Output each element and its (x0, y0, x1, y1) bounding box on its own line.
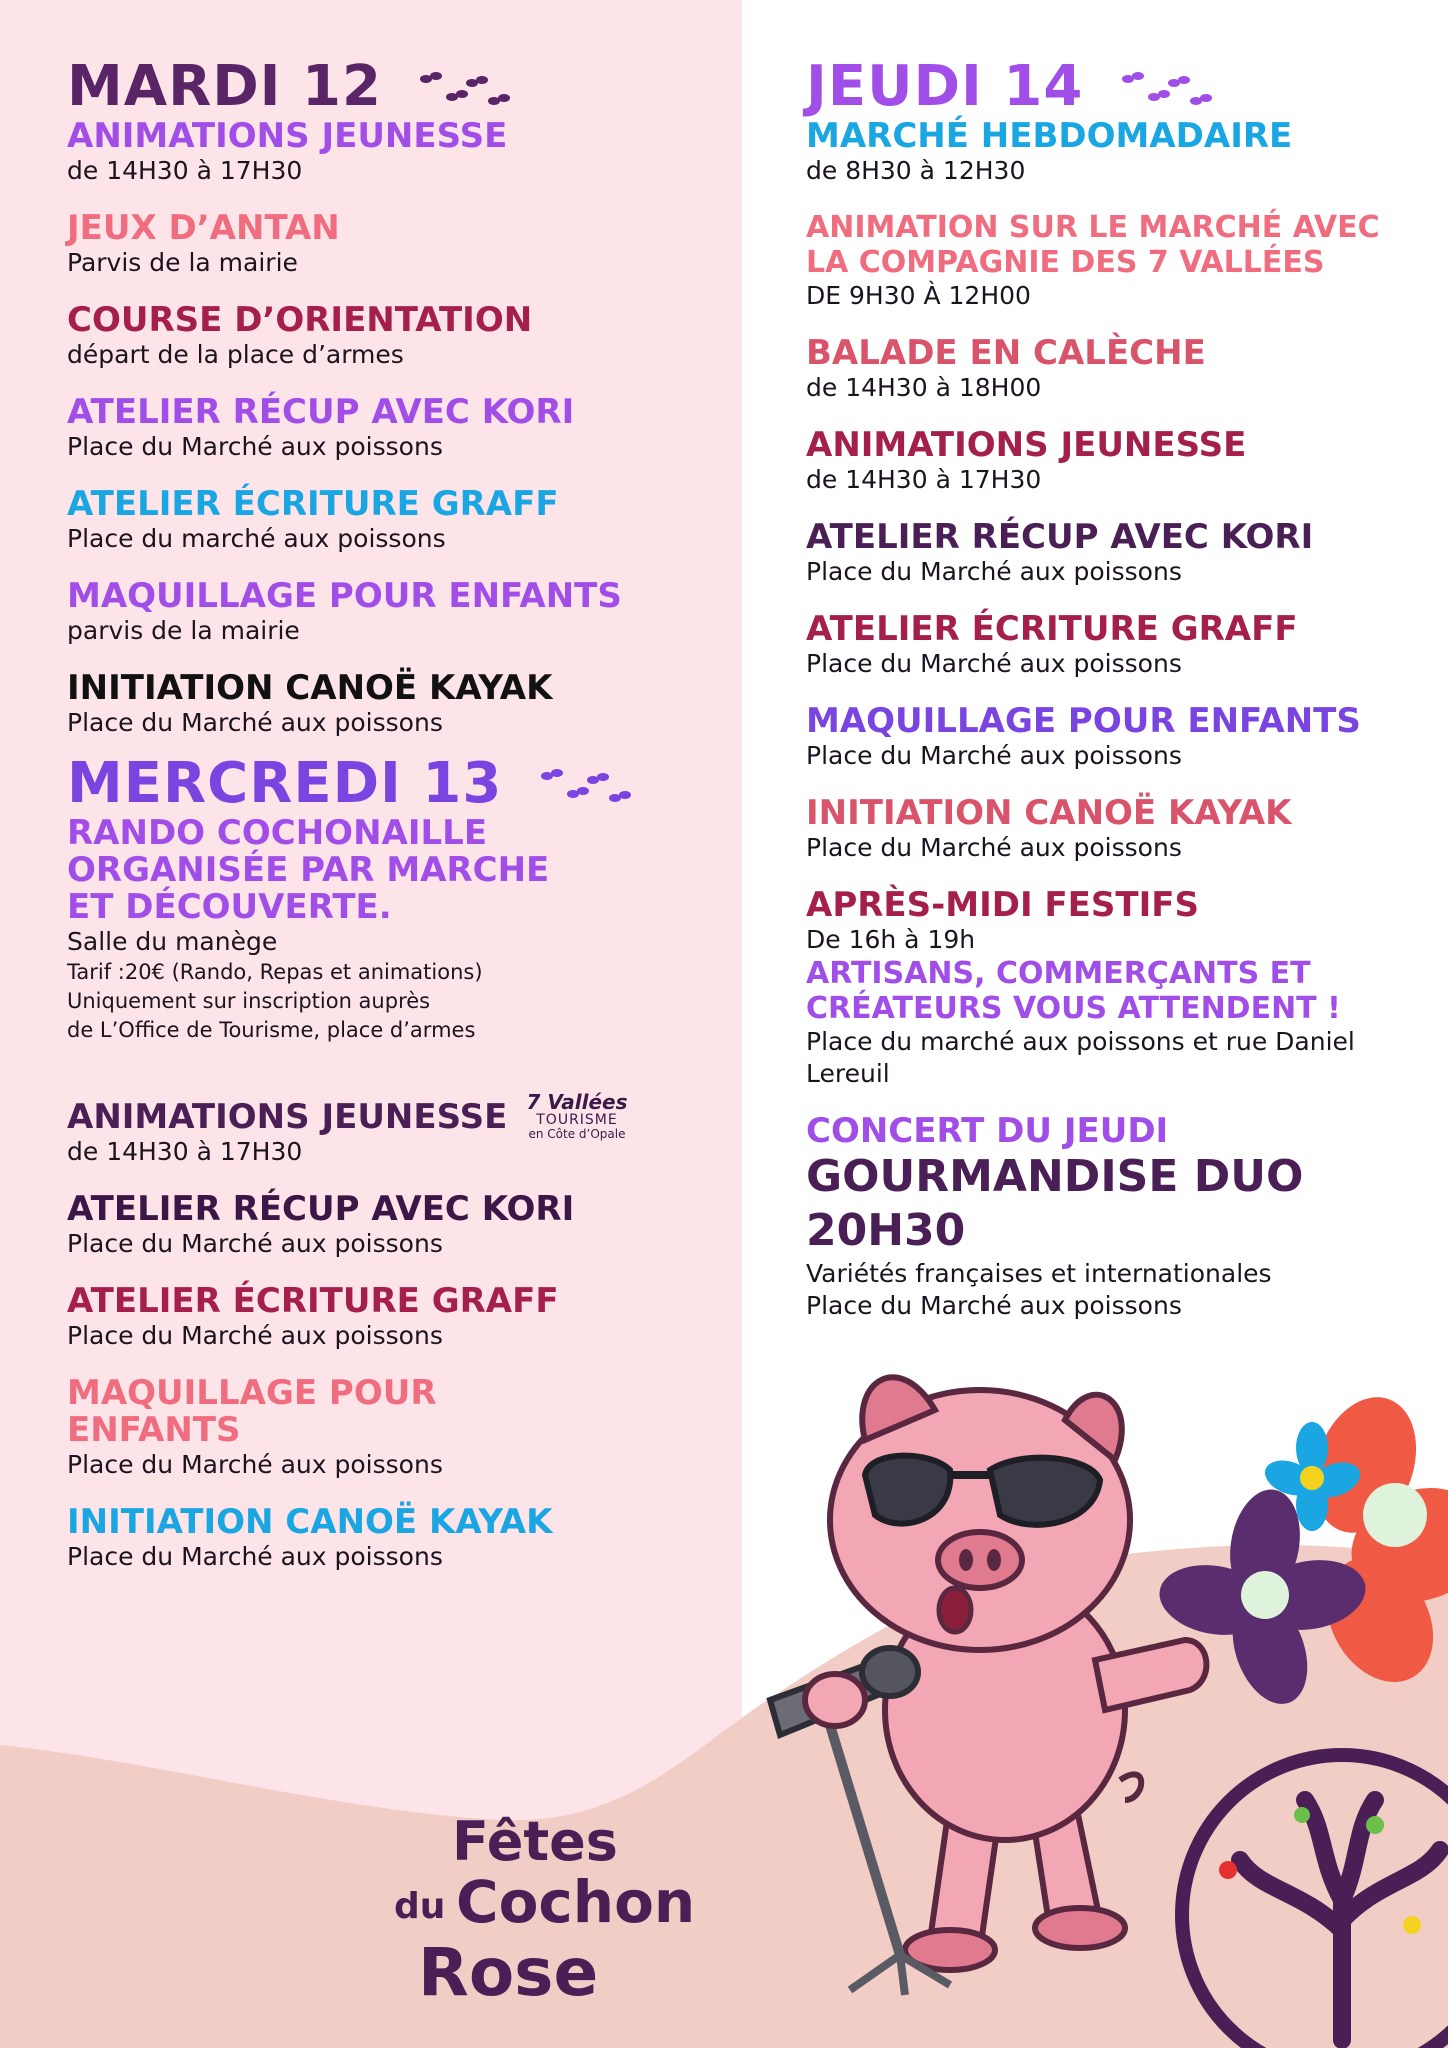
event-detail: Place du Marché aux poissons (67, 708, 443, 737)
event-detail: Parvis de la mairie (67, 248, 298, 277)
event-title-line: LA COMPAGNIE DES 7 VALLÉES (806, 245, 1325, 280)
event-detail: de 14H30 à 17H30 (67, 1137, 303, 1166)
event-title: ATELIER ÉCRITURE GRAFF (67, 1281, 559, 1321)
day-title-mercredi: MERCREDI 13 (67, 753, 727, 815)
event-detail: Place du Marché aux poissons (806, 741, 1182, 770)
event-detail: de 8H30 à 12H30 (806, 156, 1026, 185)
logo-word: Cochon (456, 1868, 696, 1936)
event-title-line: ENFANTS (67, 1410, 241, 1450)
event-detail: de 14H30 à 18H00 (806, 373, 1042, 402)
event-title-line: ANIMATION SUR LE MARCHÉ AVEC (806, 210, 1380, 245)
event-detail: Place du Marché aux poissons (806, 649, 1182, 678)
event-title: ANIMATIONS JEUNESSE (806, 425, 1247, 465)
event-title: ANIMATIONS JEUNESSE (67, 1097, 508, 1137)
logo-word: Rose (418, 1934, 599, 2011)
event-title-line: ARTISANS, COMMERÇANTS ET (806, 956, 1311, 991)
event-info-line: Uniquement sur inscription auprès (67, 989, 431, 1013)
event-title-line: CRÉATEURS VOUS ATTENDENT ! (806, 991, 1341, 1026)
concert-time: 20H30 (806, 1205, 966, 1256)
event-info-line: Tarif :20€ (Rando, Repas et animations) (67, 960, 483, 984)
concert-band: GOURMANDISE DUO (806, 1151, 1304, 1202)
event-detail: parvis de la mairie (67, 616, 300, 645)
event-detail: De 16h à 19h (806, 925, 976, 954)
event-detail: Salle du manège (67, 927, 278, 956)
event-title: INITIATION CANOË KAYAK (806, 793, 1292, 833)
event-title: APRÈS-MIDI FESTIFS (806, 885, 1199, 925)
event-title: INITIATION CANOË KAYAK (67, 1502, 553, 1542)
day-title-jeudi: JEUDI 14 (806, 56, 1426, 118)
event-title: ATELIER RÉCUP AVEC KORI (67, 1189, 575, 1229)
event-detail: Place du marché aux poissons et rue Daniel Lereuil (806, 1027, 1355, 1088)
event-detail: Place du Marché aux poissons (806, 833, 1182, 862)
tree-emblem-icon (1182, 1755, 1448, 2048)
event-detail: Place du Marché aux poissons (67, 1542, 443, 1571)
event-title: ATELIER ÉCRITURE GRAFF (67, 484, 559, 524)
logo-word: Fêtes (452, 1810, 618, 1873)
event-title: INITIATION CANOË KAYAK (67, 668, 553, 708)
logo-line: en Côte d’Opale (528, 1126, 626, 1141)
concert-label: CONCERT DU JEUDI (806, 1111, 1169, 1151)
event-detail: Place du Marché aux poissons (806, 557, 1182, 586)
logo-word: du (394, 1886, 446, 1927)
event-detail: de 14H30 à 17H30 (806, 465, 1042, 494)
event-title: COURSE D’ORIENTATION (67, 300, 533, 340)
logo-line: 7 Vallées (526, 1090, 628, 1114)
event-title-line: RANDO COCHONAILLE (67, 813, 488, 853)
event-title-line: ORGANISÉE PAR MARCHE (67, 850, 550, 890)
event-info-line: de L’Office de Tourisme, place d’armes (67, 1018, 476, 1042)
event-title: JEUX D’ANTAN (67, 208, 340, 248)
event-title-line: ET DÉCOUVERTE. (67, 887, 392, 927)
logo-line: TOURISME (536, 1112, 618, 1128)
event-title: ANIMATIONS JEUNESSE (67, 116, 508, 156)
day-title-mardi: MARDI 12 (67, 56, 727, 118)
event-title: MARCHÉ HEBDOMADAIRE (806, 116, 1293, 156)
event-detail: Place du Marché aux poissons (67, 432, 443, 461)
concert-detail: Place du Marché aux poissons (806, 1291, 1182, 1320)
event-title-line: MAQUILLAGE POUR (67, 1373, 437, 1413)
event-title: MAQUILLAGE POUR ENFANTS (806, 701, 1361, 741)
event-detail: Place du Marché aux poissons (67, 1321, 443, 1350)
event-title: ATELIER ÉCRITURE GRAFF (806, 609, 1298, 649)
event-detail: départ de la place d’armes (67, 340, 404, 369)
event-detail: Place du Marché aux poissons (67, 1229, 443, 1258)
event-title: BALADE EN CALÈCHE (806, 333, 1206, 373)
event-detail: de 14H30 à 17H30 (67, 156, 303, 185)
event-title: ATELIER RÉCUP AVEC KORI (806, 517, 1314, 557)
concert-detail: Variétés françaises et internationales (806, 1259, 1272, 1288)
event-title: MAQUILLAGE POUR ENFANTS (67, 576, 622, 616)
singing-pig-illustration (770, 1377, 1206, 1995)
event-title: ATELIER RÉCUP AVEC KORI (67, 392, 575, 432)
event-detail: DE 9H30 À 12H00 (806, 281, 1031, 310)
event-detail: Place du Marché aux poissons (67, 1450, 443, 1479)
event-detail: Place du marché aux poissons (67, 524, 446, 553)
